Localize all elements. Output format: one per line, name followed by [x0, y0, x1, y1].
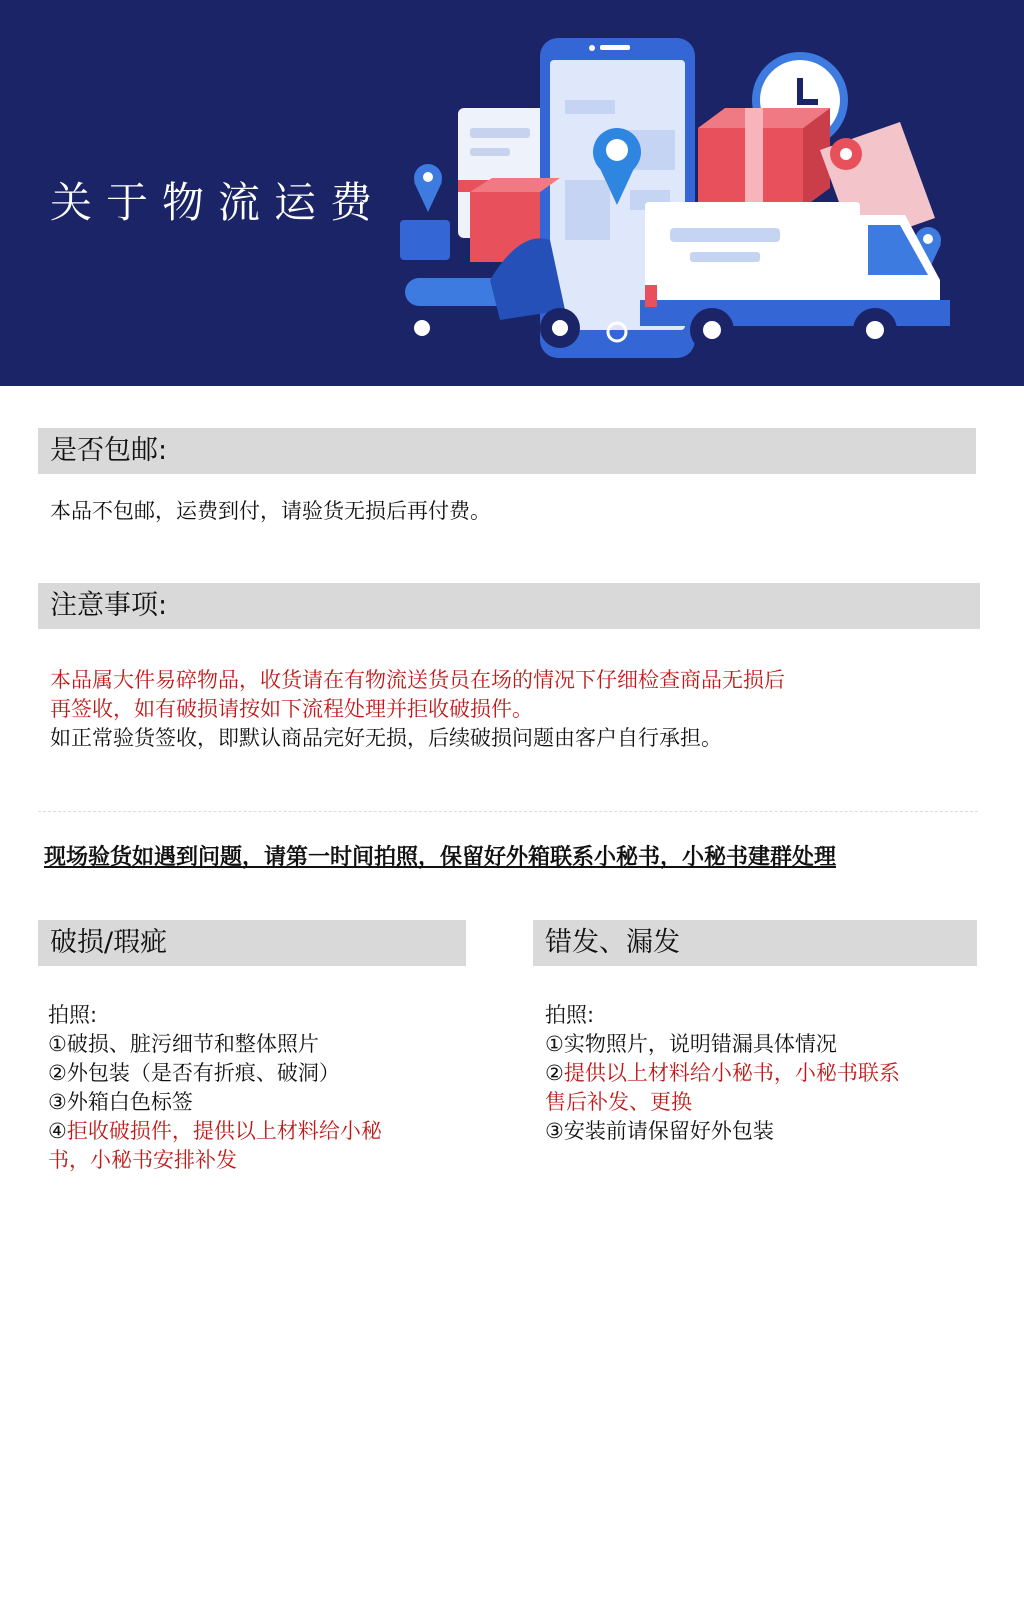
wrong-item-1: ①实物照片，说明错漏具体情况: [545, 1032, 837, 1056]
wrong-shipment-content: [545, 1001, 900, 1146]
banner-title: 关于物流运费: [50, 178, 387, 227]
hero-banner: [0, 0, 1024, 386]
wrong-shipment-header: 错发、漏发: [533, 920, 977, 966]
delivery-illustration: [400, 30, 1000, 370]
notes-warning-line1: 本品属大件易碎物品，收货请在有物流送货员在场的情况下仔细检查商品无损后: [50, 668, 785, 692]
damage-content: [48, 1001, 382, 1175]
wrong-photo-label: 拍照:: [545, 1003, 595, 1027]
damage-item-4-continued: 书，小秘书安排补发: [48, 1148, 237, 1172]
wrong-item-2-number: ②: [545, 1061, 564, 1085]
wrong-item-2-text: 提供以上材料给小秘书，小秘书联系: [563, 1061, 900, 1085]
wrong-item-2-continued: 售后补发、更换: [545, 1090, 692, 1114]
package-icon: [698, 108, 830, 208]
damage-item-1: ①破损、脏污细节和整体照片: [48, 1032, 319, 1056]
notice-text: 现场验货如遇到问题，请第一时间拍照，保留好外箱联系小秘书，小秘书建群处理: [44, 845, 837, 870]
damage-item-3: ③外箱白色标签: [48, 1090, 193, 1114]
location-pin-icon: [414, 164, 442, 212]
wrong-item-3: ③安装前请保留好外包装: [545, 1119, 774, 1143]
notes-warning-line2: 再签收，如有破损请按如下流程处理并拒收破损件。: [50, 697, 533, 721]
shipping-text: 本品不包邮，运费到付，请验货无损后再付费。: [50, 499, 491, 523]
damage-item-4-text: 拒收破损件，提供以上材料给小秘: [66, 1119, 382, 1143]
wrong-item-2: [545, 1059, 900, 1088]
shipping-header: 是否包邮:: [38, 428, 976, 474]
damage-photo-label: 拍照:: [48, 1003, 98, 1027]
damage-item-2: ②外包装（是否有折痕、破洞）: [48, 1061, 340, 1085]
notes-header: 注意事项:: [38, 583, 980, 629]
damage-item-4: [48, 1117, 382, 1146]
dashed-divider: [38, 811, 978, 812]
notes-line3: 如正常验货签收，即默认商品完好无损，后续破损问题由客户自行承担。: [50, 726, 722, 750]
damage-item-4-number: ④: [48, 1119, 67, 1143]
damage-header: 破损/瑕疵: [38, 920, 466, 966]
